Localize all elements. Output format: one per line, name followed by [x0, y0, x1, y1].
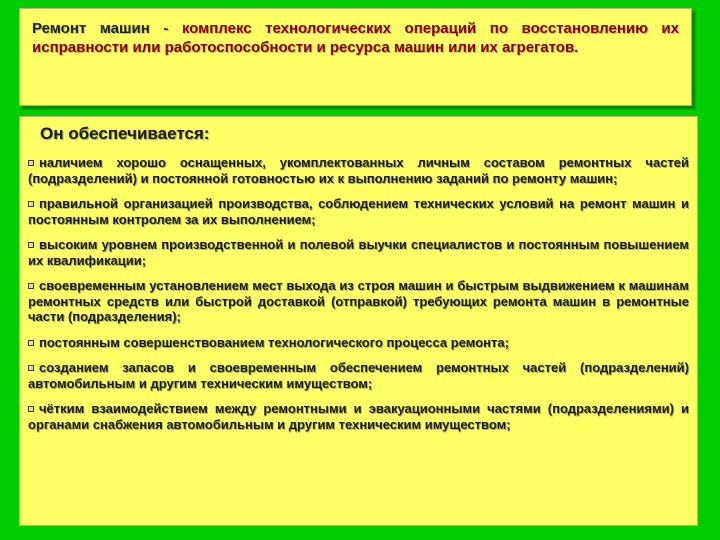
list-item: [28, 335, 689, 351]
square-bullet-icon: [28, 340, 34, 346]
definition-rest: - комплекс технологических операций по восстановлению их исправности или работоспособности и ресурса машин или их агрегатов.: [32, 20, 679, 56]
list-item-text: высоким уровнем производственной и полевой выучки специалистов и постоянным повышением их квалификации;: [28, 237, 689, 268]
square-bullet-icon: [28, 242, 34, 248]
list-item-text: наличием хорошо оснащенных, укомплектованных личным составом ремонтных частей (подразделений) и постоянной готовностью их к выполнению заданий по ремонту машин;: [28, 155, 689, 186]
list-item: [28, 401, 689, 432]
list-item: [28, 237, 689, 268]
definition-panel: [19, 8, 692, 106]
list-item-text: своевременным установлением мест выхода из строя машин и быстрым выдвижением к машинам ремонтных средств или быстрой доставкой (отправкой) требующих ремонта машин в ремонтные части (подразделения);: [28, 278, 689, 324]
square-bullet-icon: [28, 406, 34, 412]
list-item: [28, 278, 689, 325]
square-bullet-icon: [28, 283, 34, 289]
list-item-text: созданием запасов и своевременным обеспечением ремонтных частей (подразделений) автомобильным и другим техническим имуществом;: [28, 360, 689, 391]
list-item: [28, 360, 689, 391]
list-item: [28, 155, 689, 186]
square-bullet-icon: [28, 160, 34, 166]
square-bullet-icon: [28, 365, 34, 371]
list-item-text: постоянным совершенствованием технологического процесса ремонта;: [39, 334, 509, 350]
definition-text: [32, 19, 679, 57]
conditions-list: [28, 155, 689, 432]
square-bullet-icon: [28, 201, 34, 207]
definition-lead: Ремонт машин: [32, 20, 150, 37]
list-item-text: чётким взаимодействием между ремонтными и эвакуационными частями (подразделениями) и органами снабжения автомобильным и другим техническим имуществом;: [28, 401, 689, 432]
list-item-text: правильной организацией производства, соблюдением технических условий на ремонт машин и постоянным контролем за их выполнением;: [28, 196, 689, 227]
section-heading: Он обеспечивается:: [40, 124, 210, 143]
list-item: [28, 196, 689, 227]
conditions-panel: [19, 116, 698, 526]
